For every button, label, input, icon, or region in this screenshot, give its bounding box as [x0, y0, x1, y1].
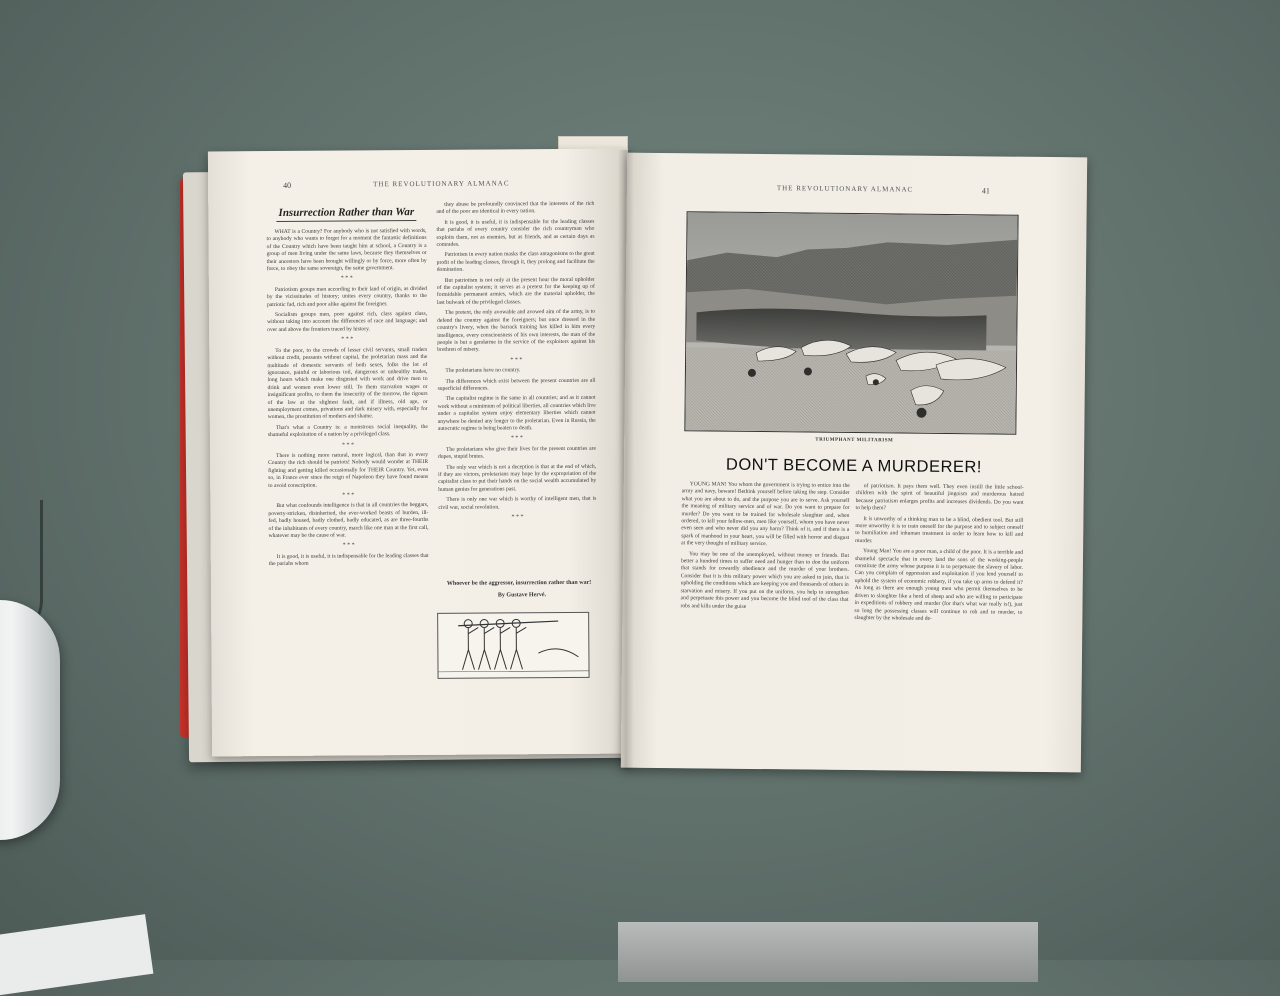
right-page: [621, 153, 1087, 773]
paragraph: Patriotism groups men according to their land of origin, as divided by the vicissitudes of history; unites every country, thanks to the patriotic fad, rich and poor alike against the foreigner.: [266, 285, 427, 308]
running-head-right: THE REVOLUTIONARY ALMANAC: [776, 184, 914, 194]
page-number-left: 40: [283, 180, 292, 190]
soldiers-sketch: [437, 612, 589, 679]
paragraph: That's what a Country is: a monstrous social inequality, the shameful exploitation of a nation by a privileged class.: [267, 423, 428, 439]
paragraph: The proletarians have no country.: [445, 367, 521, 374]
pull-quote: [447, 579, 597, 600]
page-number-right: 41: [981, 186, 990, 196]
section-divider: * * *: [342, 492, 355, 499]
section-divider: * * *: [511, 514, 524, 521]
section-divider: * * *: [510, 435, 523, 442]
device-edge: [618, 922, 1038, 982]
section-divider: * * *: [342, 542, 355, 549]
landscape-etching: [685, 212, 1017, 433]
paragraph: It is good, it is useful, it is indispensable for the leading classes that pariahs of every country consider the rich countryman who exploits them, not as enemies, but as friends, and as certain days as comrades.: [436, 218, 595, 248]
paragraph: Young Man! You are a poor man, a child of the poor. It is a terrible and shameful spectacle that in every land the sons of the working-people constitute the army whose purpose it is to perpetuate the slavery of labor. Can you complain of oppression and exploitation if you lend yourself to uphold the system of economic robbery, if you take up arms to defend it? As long as there are enough young men who permit themselves to be driven to slaughter like a herd of sheep and who are willing to participate in expeditions of robbery and murder (for that's what war really is!), just so long the possessing classes will continue to rob and to murder, to slaughter by the wholesale and de-: [854, 548, 1024, 622]
paragraph: There is only one war which is worthy of intelligent men, that is civil war, social revolution.: [438, 495, 597, 511]
section-divider: * * *: [341, 442, 354, 449]
illustration-caption: TRIUMPHANT MILITARISM: [815, 437, 894, 444]
paragraph: The only war which is not a deception is that at the end of which, if they are victors, proletarians may hope by the expropriation of the capitalist class to put their hands on the social wealth accumulated by human genius for generations past.: [438, 463, 597, 493]
etching-illustration: [684, 211, 1018, 434]
paragraph: The pretext, the only avowable and avowed aim of the army, is to defend the country against the foreigners; but once dressed in the country's livery, when the barrack training has killed in him every intelligence, every consciousness of his own interests, the man of the people is but a gendarme in the service of the exploiters against his brethren of misery.: [437, 309, 596, 354]
paragraph: The capitalist regime is the same in all countries; and as it cannot work without a minimum of political liberties, all countries which live under a capitalist system enjoy elementary liberties which cannot anywhere be denied any longer to the proletarian. Even in Russia, the autocratic regime is being beaten to death.: [437, 395, 596, 432]
paragraph: WHAT is a Country? For anybody who is not satisfied with words, to anybody who wants to forget for a moment the fantastic definitions of the Country which have been taught him at school, a Country is a group of men living under the same laws, because they themselves or their ancestors have been brought willingly or by force, more often by force, to obey the same sovereign, the same government.: [266, 227, 427, 273]
book-gutter: [618, 150, 634, 770]
computer-mouse: [0, 600, 60, 840]
paragraph: But patriotism is not only at the present hour the moral upholder of the capitalist system; it serves as a pretext for the keeping up of formidable permanent armies, which are the material upholder, the last bulwark of the privileged classes.: [436, 276, 595, 306]
right-column-2: [854, 483, 1024, 703]
running-head-left: THE REVOLUTIONARY ALMANAC: [373, 179, 510, 189]
article-title: Insurrection Rather than War: [276, 206, 416, 222]
paragraph: of patriotism. It pays them well. They even instill the little school-children with the spirit of beautiful jingoism and murderous hatred because patriotism enlarges profits and increases dividends. Do you want to help them?: [855, 483, 1024, 512]
right-column-1: [680, 481, 850, 701]
paragraph: The proletarians who give their lives for the present countries are dupes, stupid brutes.: [438, 445, 596, 461]
paragraph: they abuse be profoundly convinced that the interests of the rich and of the poor are identical in every nation.: [436, 200, 595, 216]
paragraph: There is nothing more natural, more logical, than that in every Country the rich should be patriots! Nobody would wonder at THEIR fighting and getting killed occasionally for THEIR Country. Yet, even so, in France ever since the reign of Napoleon they have found means to avoid conscription.: [268, 451, 429, 489]
section-divider: * * *: [340, 275, 353, 282]
soldiers-sketch-drawing: [438, 613, 588, 678]
paragraph: The differences which exist between the present countries are all superficial differences.: [437, 377, 596, 392]
left-page: [208, 149, 632, 757]
section-divider: * * *: [510, 357, 523, 364]
headline: DON'T BECOME A MURDERER!: [725, 455, 983, 477]
paragraph: YOUNG MAN! You whom the government is trying to entice into the army and navy, beware! Bethink yourself before taking the step. Consider what you are about to do, and the purpose you are to serve. Ask yourself the meaning of military service and of war. Do you want to prepare for murder? Do you want to be trained for wholesale slaughter and, when ordered, to kill your fellow-men, men like yourself, whom you have never even seen and who never did you any harm? Think of it, and if there is a spark of manhood in your heart, you will be filled with horror and disgust at the very thought of military service.: [681, 481, 850, 548]
paper-corner: [0, 914, 153, 996]
paragraph: To the poor, to the crowds of lesser civil servants, small traders without credit, peasants without capital, the proletarian mass and the multitude of domestic servants of both sexes, folks the lot of ignorance, painful or laborious toil, dangerous or unhealthy trades, long hours which make one disgusted with work and drive men to drink and women even lower still. To them starvation wages or insignificant profits, to them the insecurity of the morrow, the rigours of the law at the slightest fault, and if illness, old age, or unemployment comes, privations and dark misery with, especially for women, the prostitution of mothers and shame.: [267, 346, 428, 421]
paragraph: But what confounds intelligence is that in all countries the beggars, poverty-stricken, disinherited, the ever-worked beasts of burden, ill-fed, badly housed, badly clothed, badly educated, as are three-fourths of the inhabitants of every country, march like one man at the first call, whatever may be the cause of war.: [268, 502, 429, 540]
left-column-1: [266, 228, 430, 749]
section-divider: * * *: [341, 336, 354, 343]
paragraph: Patriotism in every nation masks the class antagonisms to the great profit of the leading classes, through it, they prolong and facilitate the domination.: [436, 251, 595, 274]
left-column-2: [436, 201, 597, 572]
paragraph: You may be one of the unemployed, without money or friends. But better a hundred times to suffer need and hunger than to don the uniform that stands for cowardly obedience and the murder of your brothers. Consider that it is this military power which you are asked to join, that is upholding the conditions which are keeping you and thousands of others in starvation and misery. If you put on the uniform, you help to strengthen and perpetuate this power and you become the blind tool of the class that robs and kills under the guise: [680, 550, 850, 610]
pull-quote-text: Whoever be the aggressor, insurrection rather than war!: [446, 579, 592, 587]
pull-quote-byline: By Gustave Hervé.: [497, 592, 547, 599]
paragraph: Socialism groups men, poor against rich, class against class, without taking into account the differences of race and language; and over and above the frontiers traced by history.: [267, 311, 428, 333]
paragraph: It is good, it is useful, it is indispensable for the leading classes that the pariahs whom: [268, 552, 429, 568]
paragraph: It is unworthy of a thinking man to be a blind, obedient tool. But still more unworthy it is to train oneself for the purpose and to subject oneself to humiliation and inhuman treatment in order to learn how to kill and murder.: [855, 515, 1024, 545]
